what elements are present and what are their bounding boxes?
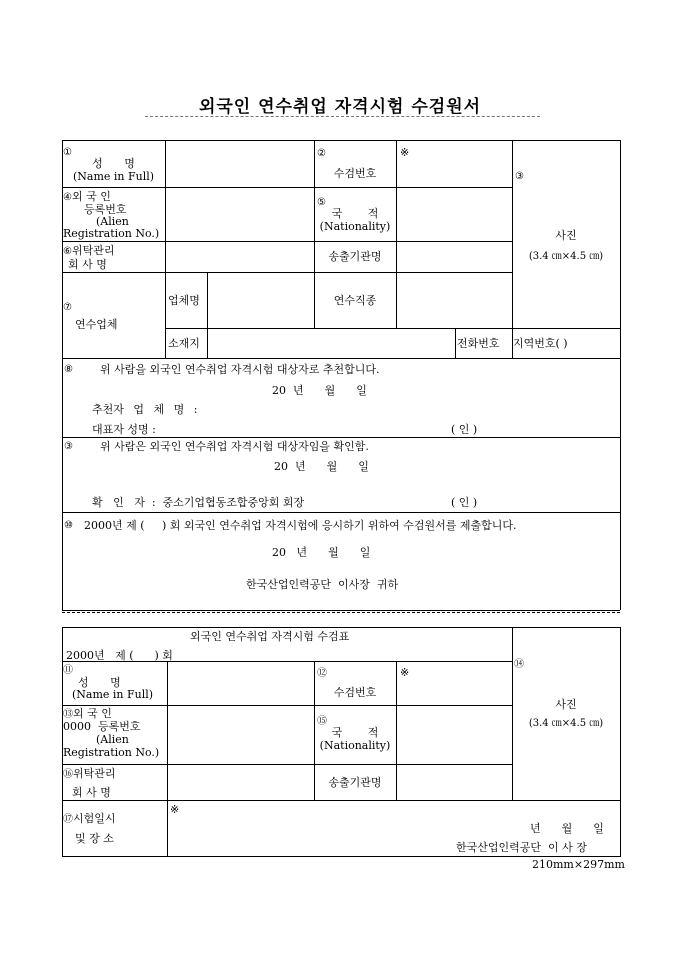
recommender-company: 추천자 업 체 명 : xyxy=(92,403,198,416)
company-name-label: 업체명 xyxy=(168,294,200,307)
confirm-date: 20 년 월 일 xyxy=(274,460,369,473)
exam-no-number: ② xyxy=(317,148,326,159)
page-title: 외국인 연수취업 자격시험 수검원서 xyxy=(198,97,482,117)
confirm-text: 위 사람은 외국인 연수취업 자격시험 대상자임을 확인함. xyxy=(100,440,369,453)
exam-datetime-date: 년 월 일 xyxy=(530,822,604,835)
ticket-sending-agency-field[interactable] xyxy=(397,765,512,800)
nationality-english: (Nationality) xyxy=(319,220,391,233)
alien-reg-label-2: 등록번호 xyxy=(84,203,127,216)
photo-size: (3.4 ㎝×4.5 ㎝) xyxy=(528,251,604,262)
exam-datetime-mark: ※ xyxy=(170,803,180,816)
ticket-nationality-field[interactable] xyxy=(397,706,512,764)
trust-company-field[interactable] xyxy=(166,242,314,272)
sending-agency-field[interactable] xyxy=(397,242,512,272)
name-label: 성 명 xyxy=(92,157,135,170)
exam-datetime-issuer: 한국산업인력공단 이 사 장 xyxy=(456,841,587,854)
recommend-number: ⑧ xyxy=(64,364,73,375)
exam-datetime-label-2: 및 장 소 xyxy=(75,832,114,845)
phone-label: 전화번호 xyxy=(457,337,500,350)
confirm-seal[interactable]: ( 인 ) xyxy=(451,496,478,509)
cut-line xyxy=(62,612,620,613)
ticket-alien-reg-field[interactable] xyxy=(168,706,314,764)
ticket-alien-reg-english-2: Registration No.) xyxy=(63,746,160,759)
ticket-alien-reg-label-2: 0000 등록번호 xyxy=(63,720,141,733)
ticket-round: 2000년 제 ( ) 회 xyxy=(66,649,173,662)
ticket-name-label: 성 명 xyxy=(78,676,121,689)
exam-no-field xyxy=(397,141,512,187)
submit-recipient: 한국산업인력공단 이사장 귀하 xyxy=(246,578,399,591)
trust-company-label-2: 회 사 명 xyxy=(68,258,107,271)
photo-number: ③ xyxy=(515,171,524,182)
recommender-rep: 대표자 성명 : xyxy=(92,423,156,436)
training-company-number: ⑦ xyxy=(63,302,72,313)
ticket-title: 외국인 연수취업 자격시험 수검표 xyxy=(190,630,350,643)
ticket-trust-company-label-1: ⑯위탁관리 xyxy=(63,767,116,780)
name-field[interactable] xyxy=(166,141,314,187)
paper-size: 210mm×297mm xyxy=(532,858,625,871)
trust-company-label-1: ⑥위탁관리 xyxy=(63,244,115,257)
submit-text: 2000년 제 ( ) 회 외국인 연수취업 자격시험에 응시하기 위하여 수검원서를 제출합니다. xyxy=(84,519,517,532)
office-use-mark: ※ xyxy=(400,146,410,159)
ticket-photo-number: ⑭ xyxy=(514,659,524,670)
photo-label: 사진 xyxy=(555,229,577,242)
job-type-field[interactable] xyxy=(397,273,512,328)
ticket-photo-size: (3.4 ㎝×4.5 ㎝) xyxy=(528,718,604,729)
address-label: 소재지 xyxy=(168,337,200,350)
area-code-field[interactable]: 지역번호( ) xyxy=(513,337,568,350)
submit-number: ⑩ xyxy=(64,520,73,531)
ticket-exam-no-number: ⑫ xyxy=(317,668,327,679)
ticket-nationality-label: 국 적 xyxy=(331,726,379,739)
ticket-photo-label: 사진 xyxy=(555,698,577,711)
ticket-nationality-english: (Nationality) xyxy=(319,739,391,752)
alien-reg-label-1: ④외 국 인 xyxy=(63,190,111,203)
company-name-field[interactable] xyxy=(208,273,314,328)
ticket-exam-no-label: 수검번호 xyxy=(333,686,377,699)
recommend-date: 20 년 월 일 xyxy=(272,384,367,397)
ticket-alien-reg-english-1: (Alien xyxy=(96,733,129,746)
ticket-nationality-number: ⑮ xyxy=(317,716,327,727)
confirmer: 확 인 자 : 중소기업협동조합중앙회 회장 xyxy=(92,496,305,509)
ticket-trust-company-field[interactable] xyxy=(168,765,314,800)
sending-agency-label: 송출기관명 xyxy=(328,250,382,263)
ticket-name-english: (Name in Full) xyxy=(72,688,154,701)
submit-date: 20 년 월 일 xyxy=(272,546,371,559)
nationality-label: 국 적 xyxy=(331,207,379,220)
name-english-label: (Name in Full) xyxy=(72,170,155,183)
exam-no-label: 수검번호 xyxy=(333,167,377,180)
ticket-office-use-mark: ※ xyxy=(400,666,410,679)
job-type-label: 연수직종 xyxy=(333,294,377,307)
exam-datetime-label-1: ⑰시험일시 xyxy=(63,812,116,825)
title-underline xyxy=(145,116,540,117)
confirm-number: ③ xyxy=(64,441,73,452)
ticket-name-field[interactable] xyxy=(168,662,314,705)
ticket-name-number: ⑪ xyxy=(63,665,73,676)
name-number: ① xyxy=(63,147,72,158)
training-company-label: 연수업체 xyxy=(75,318,118,331)
ticket-sending-agency-label: 송출기관명 xyxy=(328,776,382,789)
ticket-alien-reg-label-1: ⑬외 국 인 xyxy=(63,707,112,720)
alien-reg-field[interactable] xyxy=(166,188,314,241)
recommend-text: 위 사람을 외국인 연수취업 자격시험 대상자로 추천합니다. xyxy=(100,363,380,376)
recommend-seal[interactable]: ( 인 ) xyxy=(451,423,478,436)
ticket-trust-company-label-2: 회 사 명 xyxy=(72,786,111,799)
nationality-field[interactable] xyxy=(397,188,512,241)
alien-reg-english-1: (Alien xyxy=(96,215,129,228)
alien-reg-english-2: Registration No.) xyxy=(63,227,160,240)
address-field[interactable] xyxy=(208,329,455,358)
nationality-number: ⑤ xyxy=(317,197,326,208)
